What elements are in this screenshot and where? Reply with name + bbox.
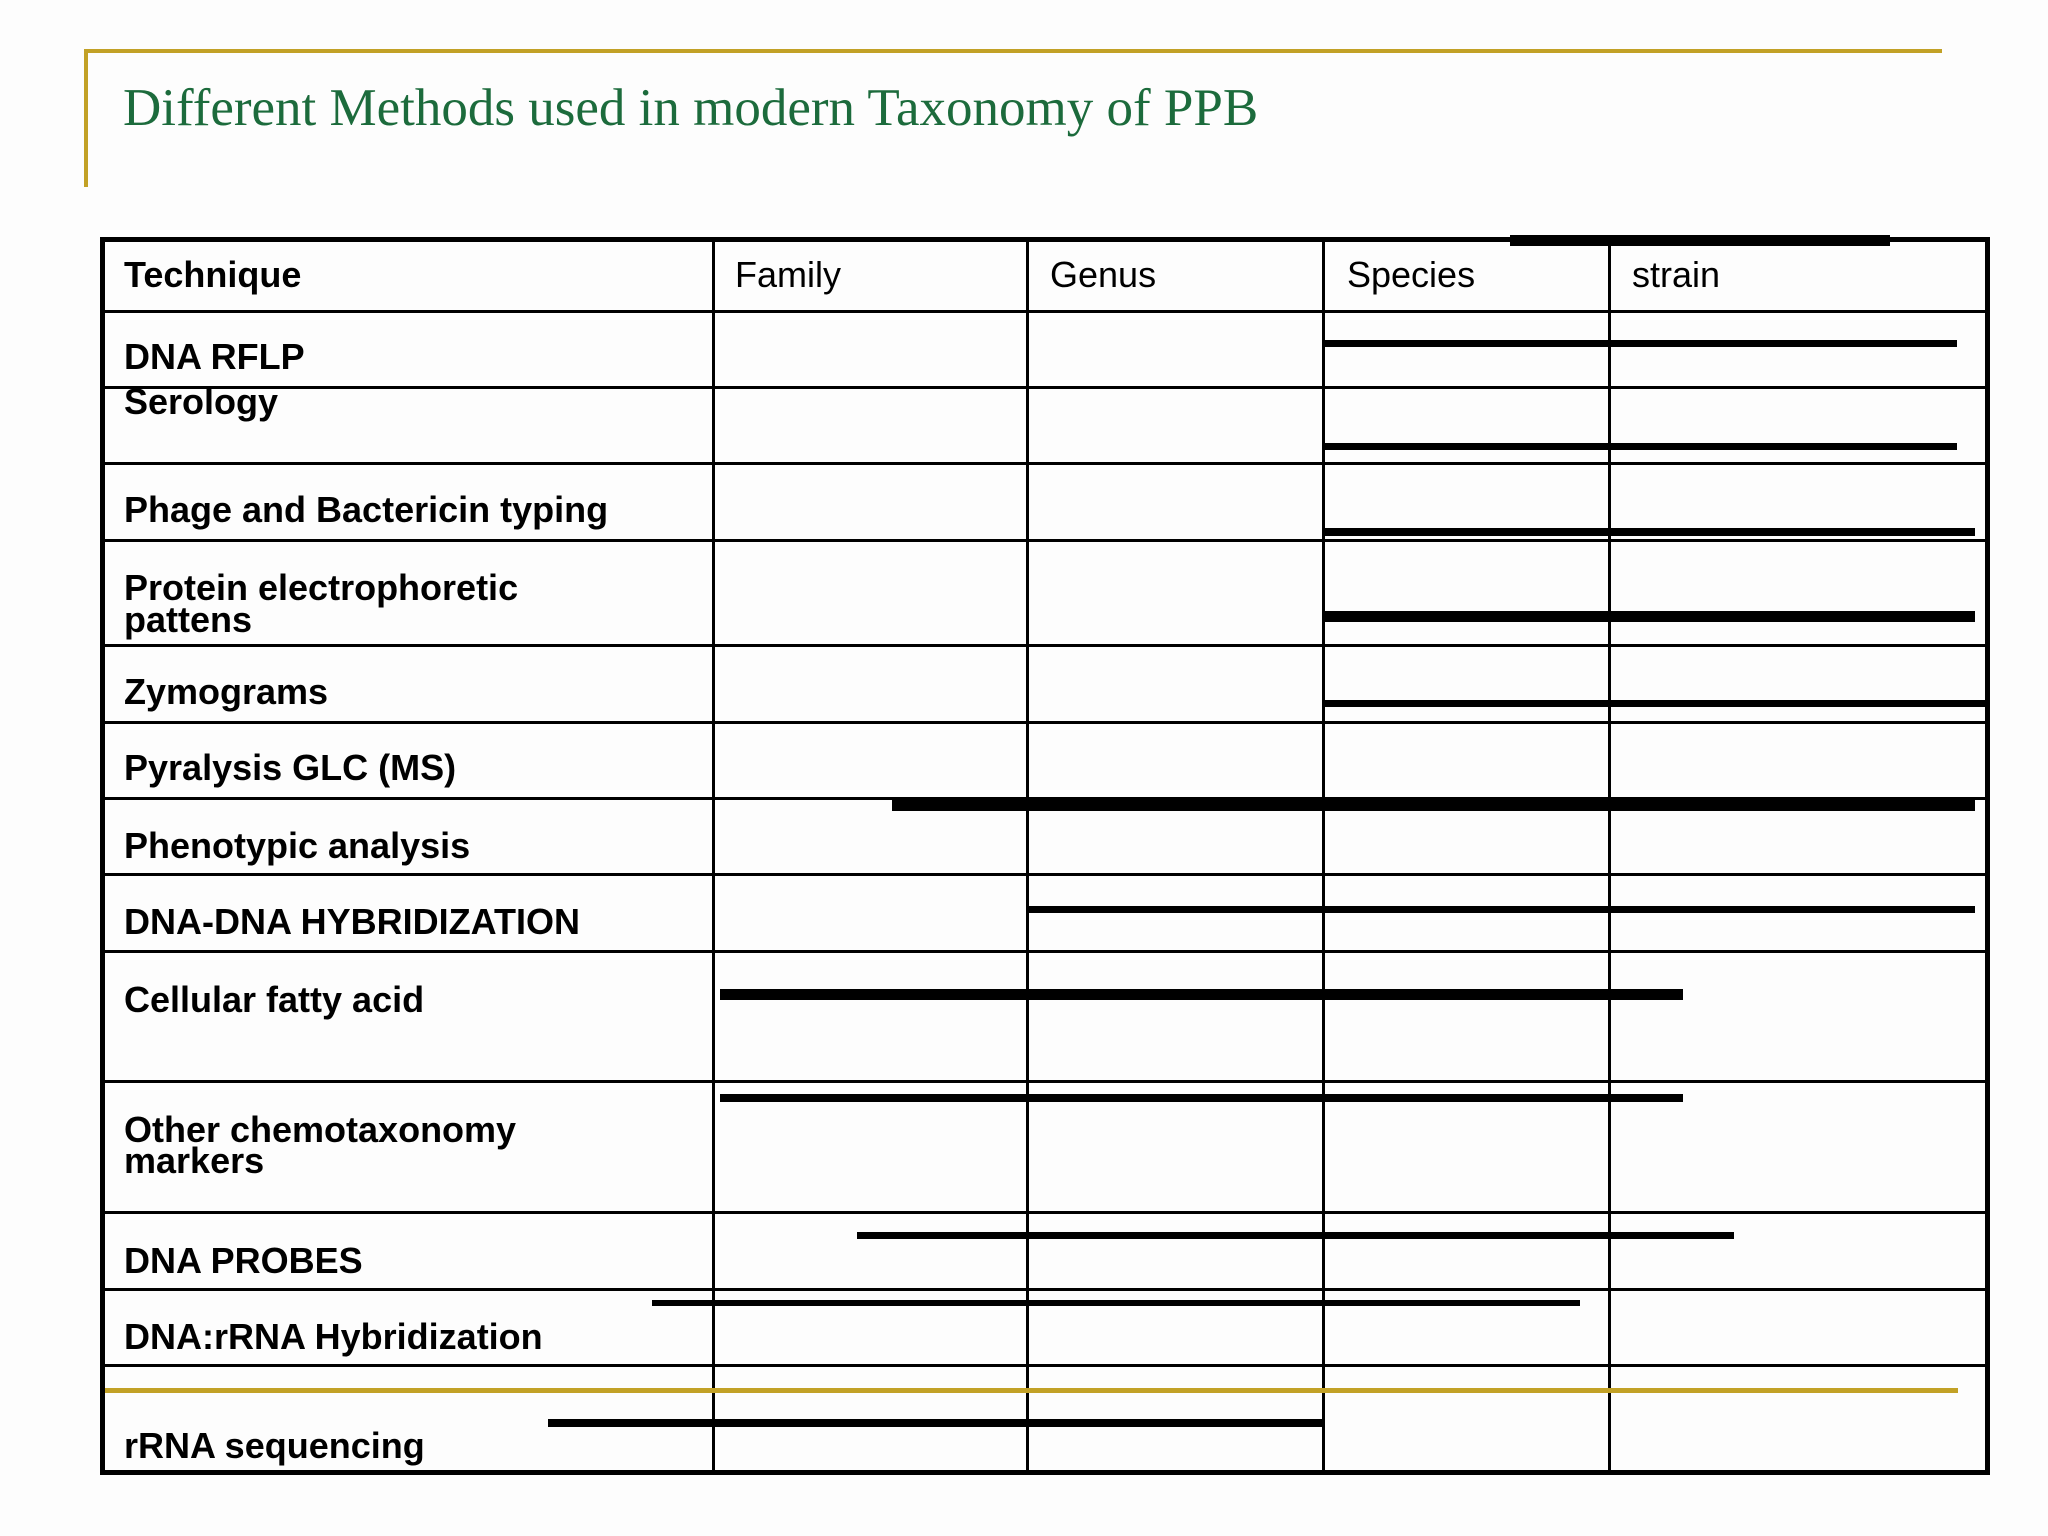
technique-label: Cellular fatty acid xyxy=(124,979,425,1020)
row-divider xyxy=(100,950,1990,953)
header-family: Family xyxy=(735,254,841,295)
slide-title: Different Methods used in modern Taxonomy of PPB xyxy=(123,79,1259,137)
range-bar-dna-dna-hybridization xyxy=(1029,906,1975,913)
range-bar-cellular-fatty-acid xyxy=(720,989,1683,1000)
header-species: Species xyxy=(1347,254,1476,295)
row-divider xyxy=(100,721,1990,724)
technique-label: Other chemotaxonomy xyxy=(124,1109,517,1150)
technique-label: Pyralysis GLC (MS) xyxy=(124,747,457,788)
technique-label: Protein electrophoretic xyxy=(124,567,519,608)
row-divider xyxy=(100,1211,1990,1214)
table-border-bottom xyxy=(100,1470,1990,1475)
row-divider xyxy=(100,310,1990,313)
header-technique: Technique xyxy=(124,254,302,295)
range-bar-header-overlay xyxy=(1510,235,1890,246)
row-divider xyxy=(100,539,1990,542)
technique-label: Phage and Bactericin typing xyxy=(124,489,609,530)
range-bar-dna-probes xyxy=(857,1232,1734,1239)
range-bar-phage-typing xyxy=(1322,528,1975,536)
footer-accent-rule xyxy=(105,1388,1958,1393)
technique-label: Serology xyxy=(124,381,279,422)
technique-label: DNA:rRNA Hybridization xyxy=(124,1316,543,1357)
row-divider xyxy=(100,873,1990,876)
range-bar-dna-rflp xyxy=(1322,340,1957,347)
row-divider xyxy=(100,1288,1990,1291)
technique-label: Phenotypic analysis xyxy=(124,825,471,866)
technique-label: DNA-DNA HYBRIDIZATION xyxy=(124,901,580,942)
technique-label: DNA RFLP xyxy=(124,336,305,377)
row-divider xyxy=(100,644,1990,647)
technique-label: rRNA sequencing xyxy=(124,1425,425,1466)
range-bar-serology xyxy=(1322,443,1957,450)
range-bar-dna-rrna-hybridization xyxy=(652,1300,1580,1306)
header-strain: strain xyxy=(1632,254,1721,295)
row-divider xyxy=(100,1364,1990,1367)
row-divider xyxy=(100,386,1990,389)
range-bar-zymograms xyxy=(1322,700,1990,707)
row-divider xyxy=(100,462,1990,465)
technique-label-cont: pattens xyxy=(124,599,253,640)
technique-label: Zymograms xyxy=(124,671,329,712)
technique-label-cont: markers xyxy=(124,1140,265,1181)
header-genus: Genus xyxy=(1050,254,1157,295)
range-bar-protein-electrophoretic xyxy=(1322,611,1975,622)
range-bar-rrna-sequencing xyxy=(548,1419,1324,1427)
technique-label: DNA PROBES xyxy=(124,1240,363,1281)
row-divider xyxy=(100,1080,1990,1083)
range-bar-chemotaxonomy-markers xyxy=(720,1094,1683,1102)
range-bar-pyralysis-glc xyxy=(892,800,1975,811)
